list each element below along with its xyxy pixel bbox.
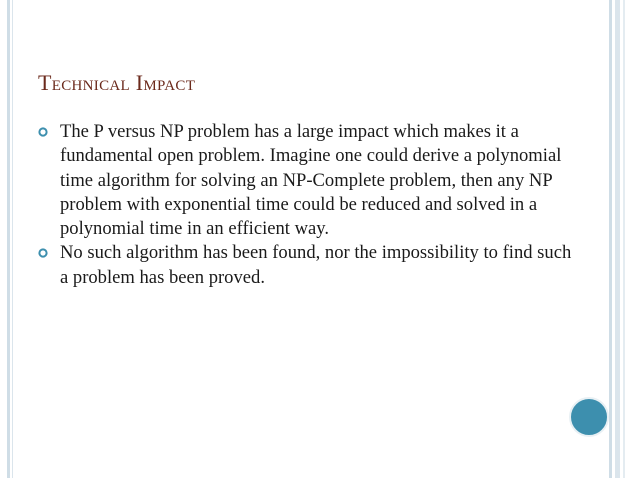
bullet-item xyxy=(38,120,578,241)
slide-title: Technical Impact xyxy=(38,70,196,95)
bullet-list xyxy=(38,120,578,290)
bullet-text: No such algorithm has been found, nor the impossibility to find such a problem has been proved. xyxy=(60,242,572,288)
left-border-line-thin xyxy=(12,0,13,478)
right-border-line xyxy=(609,0,612,478)
right-border-band xyxy=(615,0,620,478)
right-border-line-thin xyxy=(623,0,625,478)
decorative-circle xyxy=(569,397,609,437)
hollow-circle-bullet-icon xyxy=(38,127,48,137)
bullet-text: The P versus NP problem has a large impact which makes it a fundamental open problem. Imagine one could derive a polynomial time algorithm for solving an NP-Complete problem, then any NP problem with exponential time could be reduced and solved in a polynomial time in an efficient way. xyxy=(60,121,562,240)
hollow-circle-bullet-icon xyxy=(38,248,48,258)
bullet-item xyxy=(38,241,578,290)
left-border-line xyxy=(7,0,10,478)
